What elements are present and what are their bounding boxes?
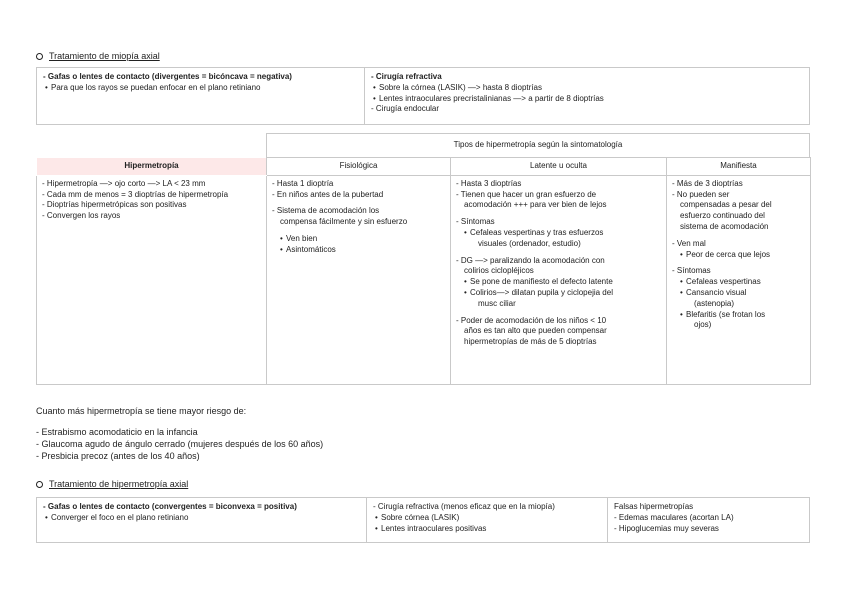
circle-bullet-icon [36, 481, 43, 488]
hiper-glasses-cell: - Gafas o lentes de contacto (convergentes = biconvexa = positiva) • Converger el foco en el plano retiniano [37, 498, 366, 542]
false-hiper-cell: Falsas hipermetropías - Edemas maculares (acortan LA) - Hipoglucemias muy severas [607, 498, 809, 542]
header-hipermetropia: Hipermetropía [37, 158, 267, 176]
cell-fisiologica: - Hasta 1 dioptría - En niños antes de la pubertad - Sistema de acomodación los compensa fácilmente y sin esfuerzo • Ven bien • Asintomáticos [267, 175, 451, 384]
header-manifiesta: Manifiesta [667, 158, 811, 176]
table-group-header: Tipos de hipermetropía según la sintomatología [266, 133, 810, 157]
miopia-glasses-cell: - Gafas o lentes de contacto (divergentes = bicóncava = negativa) • Para que los rayos se puedan enfocar en el plano retiniano [37, 68, 364, 124]
hipermetropia-treatment-box [36, 497, 810, 543]
cell-manifiesta: - Más de 3 dioptrías - No pueden ser compensadas a pesar del esfuerzo continuado del sistema de acomodación - Ven mal • Peor de cerca que lejos - Síntomas • Cefaleas vespertinas • Cansancio visual (astenopia) • Blefaritis (se frotan los ojos) [667, 175, 811, 384]
header-fisiologica: Fisiológica [267, 158, 451, 176]
table-header-row [37, 158, 811, 176]
risk-section: Cuanto más hipermetropía se tiene mayor riesgo de: - Estrabismo acomodaticio en la infancia - Glaucoma agudo de ángulo cerrado (mujeres después de los 60 años) - Presbicia precoz (antes de los 40 años) [36, 405, 323, 463]
hipermetropia-table [36, 157, 811, 385]
cell-hipermetropia: - Hipermetropía —> ojo corto —> LA < 23 mm - Cada mm de menos = 3 dioptrías de hipermetropía - Dioptrías hipermetrópicas son positivas - Convergen los rayos [37, 175, 267, 384]
cell-latente: - Hasta 3 dioptrías - Tienen que hacer un gran esfuerzo de acomodación +++ para ver bien de lejos - Síntomas • Cefaleas vespertinas y tras esfuerzos visuales (ordenador, estudio) - DG —> paralizando la acomodación con colirios ciclopléjicos • Se pone de manifiesto el defecto latente • Colirios—> dilatan pupila y ciclopejia del musc ciliar - Poder de acomodación de los niños < 10 años es tan alto que pueden compensar hipermetropías de más de 5 dioptrías [451, 175, 667, 384]
section-heading-miopia: Tratamiento de miopía axial [36, 50, 160, 62]
header-latente: Latente u oculta [451, 158, 667, 176]
miopia-surgery-cell: - Cirugía refractiva • Sobre la córnea (LASIK) —> hasta 8 dioptrías • Lentes intraoculares precristalinianas —> a partir de 8 dioptrías - Cirugía endocular [364, 68, 809, 124]
table-body-row [37, 175, 811, 384]
miopia-treatment-box [36, 67, 810, 125]
circle-bullet-icon [36, 53, 43, 60]
section-heading-hipermetropia: Tratamiento de hipermetropía axial [36, 478, 188, 490]
hiper-surgery-cell: - Cirugía refractiva (menos eficaz que en la miopía) • Sobre córnea (LASIK) • Lentes intraoculares positivas [366, 498, 607, 542]
